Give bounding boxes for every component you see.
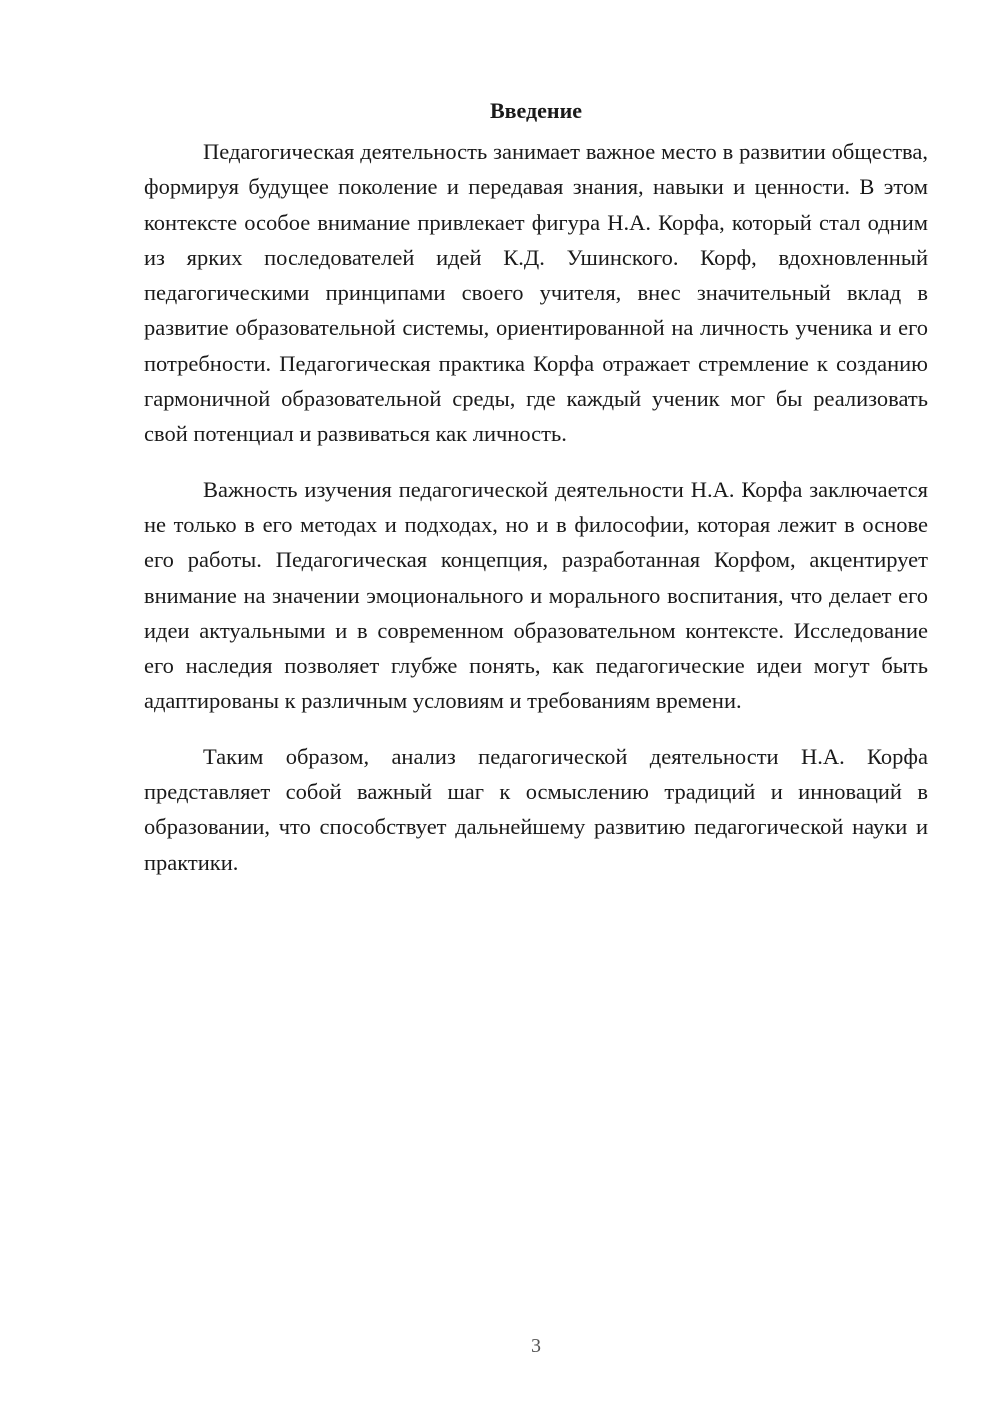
section-heading: Введение — [489, 98, 583, 123]
page-number: 3 — [531, 1335, 541, 1357]
page-content — [144, 96, 928, 900]
paragraph-3: Таким образом, анализ педагогической деятельности Н.А. Корфа представляет собой важный шаг к осмыслению традиций и инноваций в образовании, что способствует дальнейшему развитию педагогической науки и практики. — [144, 743, 928, 875]
paragraph-1: Педагогическая деятельность занимает важное место в развитии общества, формируя будущее поколение и передавая знания, навыки и ценности. В этом контексте особое внимание привлекает фигура Н.А. Корфа, который стал одним из ярких последователей идей К.Д. Ушинского. Корф, вдохновленный педагогическими принципами своего учителя, внес значительный вклад в развитие образовательной системы, ориентированной на личность ученика и его потребности. Педагогическая практика Корфа отражает стремление к созданию гармоничной образовательной среды, где каждый ученик мог бы реализовать свой потенциал и развиваться как личность. — [144, 139, 928, 447]
paragraph-2: Важность изучения педагогической деятельности Н.А. Корфа заключается не только в его методах и подходах, но и в философии, которая лежит в основе его работы. Педагогическая концепция, разработанная Корфом, акцентирует внимание на значении эмоционального и морального воспитания, что делает его идеи актуальными и в современном образовательном контексте. Исследование его наследия позволяет глубже понять, как педагогические идеи могут быть адаптированы к различным условиям и требованиям времени. — [144, 476, 928, 714]
